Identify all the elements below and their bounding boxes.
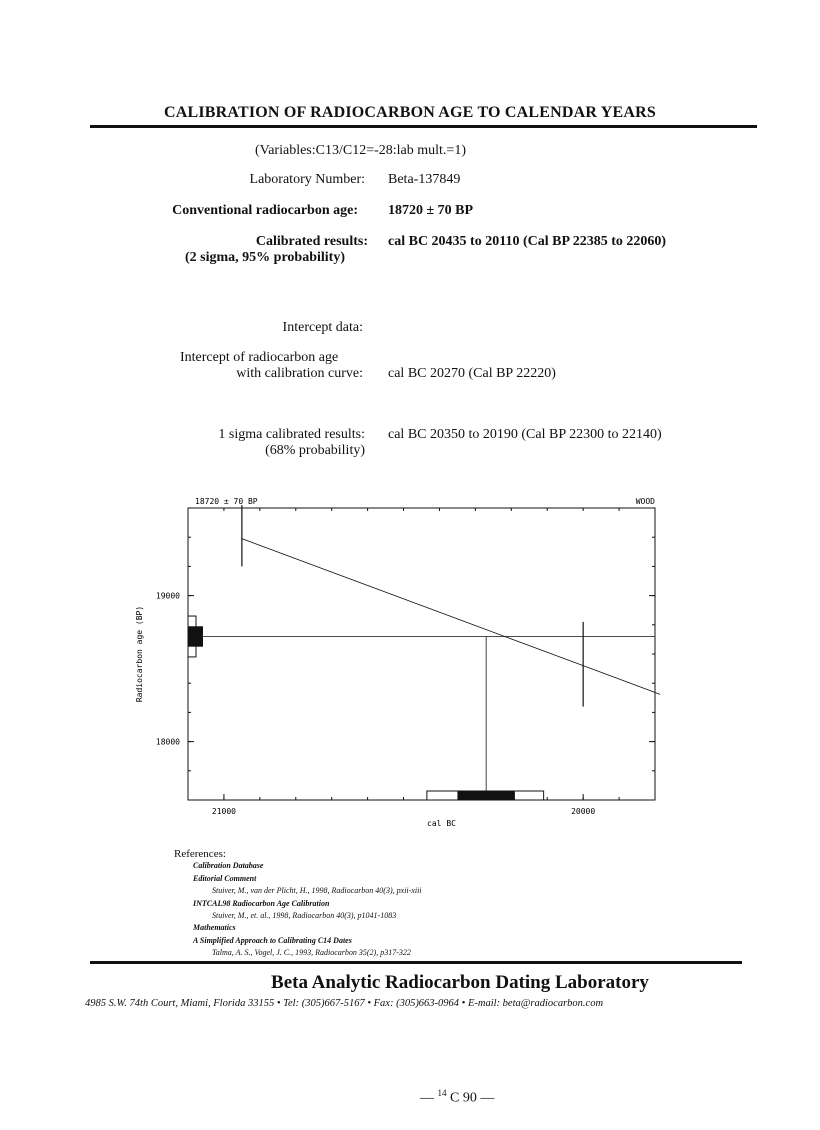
- title-rule: [90, 125, 757, 128]
- references-list: [174, 860, 422, 959]
- references-heading: References:: [174, 848, 226, 860]
- intercept-label-line2: with calibration curve:: [236, 366, 363, 381]
- one-sigma-label: 1 sigma calibrated results:: [218, 427, 365, 442]
- calibrated-label: Calibrated results:: [255, 234, 368, 249]
- x-tick-label: 21000: [211, 807, 236, 816]
- one-sigma-sublabel: (68% probability): [265, 443, 365, 458]
- conventional-age-label: Conventional radiocarbon age:: [172, 203, 358, 218]
- intercept-value: cal BC 20270 (Cal BP 22220): [388, 366, 556, 381]
- page-number: [420, 1088, 494, 1107]
- reference-item: Stuiver, M., et. al., 1998, Radiocarbon 40(3), p1041-1083: [212, 911, 397, 921]
- intercept-label-line1: Intercept of radiocarbon age: [180, 350, 339, 365]
- footer-rule: [90, 961, 742, 964]
- y-axis-label: Radiocarbon age (BP): [135, 605, 144, 703]
- y-tick-label: 18000: [155, 737, 180, 747]
- page-number-sup: 14: [437, 1088, 447, 1098]
- lab-number-value: Beta-137849: [388, 172, 461, 187]
- calibrated-value: cal BC 20435 to 20110 (Cal BP 22385 to 22060): [388, 234, 667, 249]
- y-tick-label: 19000: [155, 591, 180, 601]
- x-axis-label: cal BC: [427, 819, 456, 828]
- page-title: CALIBRATION OF RADIOCARBON AGE TO CALENDAR YEARS: [163, 104, 657, 121]
- reference-item: A Simplified Approach to Calibrating C14 Dates: [193, 935, 352, 945]
- chart-svg: [130, 490, 660, 830]
- reference-item: Stuiver, M., van der Plicht, H., 1998, Radiocarbon 40(3), pxii-xiii: [212, 886, 422, 896]
- x-tick-label: 20000: [571, 807, 596, 816]
- page-number-prefix: —: [420, 1090, 434, 1106]
- chart-title-left: 18720 ± 70 BP: [195, 497, 258, 506]
- conventional-age-value: 18720 ± 70 BP: [388, 203, 474, 218]
- chart-title-right: WOOD: [635, 497, 655, 506]
- intercept-data-label: Intercept data:: [282, 320, 363, 335]
- age-1sigma-box: [188, 626, 203, 646]
- reference-item: INTCAL98 Radiocarbon Age Calibration: [193, 898, 330, 908]
- variables-line: (Variables:C13/C12=-28:lab mult.=1): [255, 143, 466, 158]
- lab-name: Beta Analytic Radiocarbon Dating Laboratory: [271, 972, 649, 993]
- one-sigma-value: cal BC 20350 to 20190 (Cal BP 22300 to 22140): [388, 427, 662, 442]
- lab-number-label: Laboratory Number:: [249, 172, 365, 187]
- page-number-text: C 90 —: [450, 1090, 495, 1106]
- calibration-curve: [242, 539, 660, 793]
- references: [174, 848, 422, 960]
- cal-1sigma-box: [457, 791, 514, 800]
- reference-item: Calibration Database: [193, 861, 264, 871]
- lab-address: 4985 S.W. 74th Court, Miami, Florida 33155 • Tel: (305)667-5167 • Fax: (305)663-0964 • E-mail: beta@radiocarbon.com: [85, 998, 604, 1009]
- plot-frame: [188, 508, 655, 800]
- reference-item: Editorial Comment: [193, 873, 257, 883]
- reference-item: Talma, A. S., Vogel, J. C., 1993, Radiocarbon 35(2), p317-322: [212, 948, 411, 958]
- calibrated-sublabel: (2 sigma, 95% probability): [185, 250, 345, 265]
- reference-item: Mathematics: [193, 923, 236, 933]
- calibration-chart: [130, 490, 660, 830]
